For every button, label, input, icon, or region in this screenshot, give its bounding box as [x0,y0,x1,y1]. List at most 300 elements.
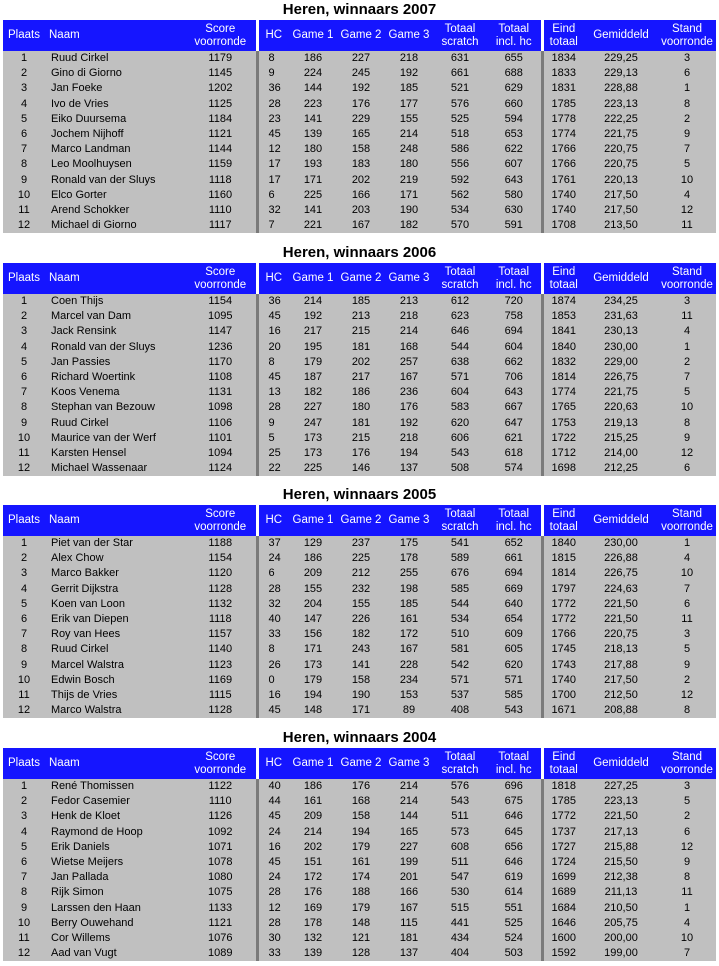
table-row [3,779,716,794]
header-label: Game 1 [292,29,334,41]
col-totaal-hc-cell: 621 [487,431,542,446]
col-game2-cell: 227 [337,51,385,66]
col-totaal-hc-cell: 694 [487,324,542,339]
col-totaal-scratch-cell: 530 [433,885,487,900]
header-label: Totaal [498,265,530,278]
table-row [3,901,716,916]
col-eind-totaal-cell: 1772 [542,809,584,824]
col-game2-cell: 174 [337,870,385,885]
col-totaal-hc-header [487,20,542,51]
col-game1-cell: 179 [289,355,337,370]
col-totaal-scratch-cell: 408 [433,703,487,718]
col-totaal-hc-cell: 661 [487,551,542,566]
col-game3-cell: 236 [385,385,433,400]
header-label: voorronde [194,278,247,291]
col-totaal-hc-cell: 655 [487,51,542,66]
col-game2-cell: 180 [337,400,385,415]
col-game3-cell: 185 [385,81,433,96]
header-label: Totaal [444,22,476,35]
col-eind-totaal-cell: 1737 [542,825,584,840]
col-totaal-hc-cell: 580 [487,188,542,203]
col-totaal-scratch-cell: 521 [433,81,487,96]
col-eind-totaal-cell: 1671 [542,703,584,718]
col-totaal-scratch-cell: 541 [433,536,487,551]
table-row [3,855,716,870]
header-label: Naam [49,272,80,284]
col-totaal-hc-cell: 574 [487,461,542,476]
col-plaats-cell: 3 [3,566,45,581]
header-label: Game 1 [292,757,334,769]
table-row [3,597,716,612]
col-totaal-scratch-header [433,505,487,536]
header-label: Game 2 [340,757,382,769]
col-hc-cell: 33 [257,946,289,961]
col-gemiddeld-cell: 226,88 [584,551,658,566]
col-game3-cell: 167 [385,901,433,916]
table-row [3,66,716,81]
col-gemiddeld-cell: 221,75 [584,385,658,400]
col-game1-cell: 141 [289,112,337,127]
col-game2-header [337,20,385,51]
header-row [3,263,716,294]
col-naam-cell: Thijs de Vries [45,688,185,703]
col-gemiddeld-cell: 230,00 [584,536,658,551]
col-stand-voorronde-cell: 1 [658,340,716,355]
table-row [3,324,716,339]
col-stand-voorronde-cell: 7 [658,582,716,597]
col-game3-cell: 255 [385,566,433,581]
col-eind-totaal-cell: 1745 [542,642,584,657]
col-totaal-scratch-cell: 586 [433,142,487,157]
col-totaal-scratch-cell: 537 [433,688,487,703]
table-row [3,885,716,900]
col-score-voorronde-cell: 1132 [185,597,257,612]
col-totaal-scratch-cell: 510 [433,627,487,642]
col-game1-cell: 186 [289,551,337,566]
col-score-voorronde-cell: 1202 [185,81,257,96]
col-hc-cell: 45 [257,370,289,385]
col-score-voorronde-cell: 1071 [185,840,257,855]
col-totaal-scratch-cell: 556 [433,157,487,172]
col-totaal-scratch-cell: 576 [433,97,487,112]
col-game1-cell: 171 [289,173,337,188]
results-table [3,748,716,961]
col-eind-totaal-cell: 1785 [542,794,584,809]
table-row [3,461,716,476]
col-game1-cell: 173 [289,431,337,446]
col-score-voorronde-header [185,748,257,779]
header-label: Gemiddeld [593,272,649,284]
col-totaal-scratch-header [433,20,487,51]
col-totaal-scratch-cell: 583 [433,400,487,415]
table-row [3,536,716,551]
col-hc-cell: 16 [257,324,289,339]
col-game2-cell: 243 [337,642,385,657]
header-label: Eind [552,265,576,278]
col-totaal-hc-cell: 675 [487,794,542,809]
header-label: Naam [49,29,80,41]
header-label: Totaal [444,265,476,278]
col-gemiddeld-cell: 229,25 [584,51,658,66]
col-game1-header [289,20,337,51]
col-totaal-hc-cell: 758 [487,309,542,324]
col-totaal-scratch-cell: 518 [433,127,487,142]
table-row [3,400,716,415]
col-plaats-cell: 2 [3,794,45,809]
col-plaats-cell: 8 [3,885,45,900]
col-naam-cell: Michael di Giorno [45,218,185,233]
table-row [3,642,716,657]
col-stand-voorronde-header [658,20,716,51]
col-naam-cell: Arend Schokker [45,203,185,218]
col-totaal-hc-cell: 543 [487,703,542,718]
col-eind-totaal-header [542,748,584,779]
col-hc-cell: 30 [257,931,289,946]
col-totaal-scratch-cell: 544 [433,597,487,612]
col-eind-totaal-cell: 1832 [542,355,584,370]
section-title: Heren, winnaars 2005 [282,486,437,503]
header-label: Eind [552,22,576,35]
header-row [3,505,716,536]
table-row [3,309,716,324]
col-game3-cell: 192 [385,66,433,81]
col-naam-cell: Coen Thijs [45,294,185,309]
col-game2-header [337,263,385,294]
col-plaats-cell: 8 [3,642,45,657]
table-row [3,551,716,566]
col-game1-cell: 186 [289,779,337,794]
table-row [3,173,716,188]
header-label: Gemiddeld [593,757,649,769]
header-label: totaal [549,278,578,291]
col-game1-cell: 148 [289,703,337,718]
col-gemiddeld-cell: 221,50 [584,597,658,612]
col-gemiddeld-cell: 208,88 [584,703,658,718]
col-gemiddeld-cell: 234,25 [584,294,658,309]
col-gemiddeld-cell: 221,50 [584,612,658,627]
col-hc-cell: 33 [257,627,289,642]
col-stand-voorronde-cell: 4 [658,551,716,566]
col-score-voorronde-cell: 1075 [185,885,257,900]
col-eind-totaal-cell: 1727 [542,840,584,855]
col-stand-voorronde-cell: 12 [658,203,716,218]
col-eind-totaal-cell: 1740 [542,188,584,203]
col-score-voorronde-cell: 1076 [185,931,257,946]
col-eind-totaal-cell: 1766 [542,627,584,642]
col-gemiddeld-cell: 210,50 [584,901,658,916]
col-hc-header [257,748,289,779]
col-totaal-hc-cell: 720 [487,294,542,309]
header-label: voorronde [661,35,713,48]
col-gemiddeld-cell: 211,13 [584,885,658,900]
col-hc-cell: 6 [257,566,289,581]
table-row [3,416,716,431]
col-gemiddeld-cell: 220,13 [584,173,658,188]
col-stand-voorronde-cell: 2 [658,673,716,688]
header-label: HC [265,272,283,284]
header-label: Plaats [8,272,40,284]
col-score-voorronde-cell: 1123 [185,658,257,673]
col-stand-voorronde-cell: 3 [658,779,716,794]
col-game1-cell: 182 [289,385,337,400]
col-naam-cell: Larssen den Haan [45,901,185,916]
col-hc-cell: 28 [257,916,289,931]
col-totaal-scratch-cell: 508 [433,461,487,476]
header-label: scratch [441,520,479,533]
col-score-voorronde-cell: 1120 [185,566,257,581]
col-score-voorronde-cell: 1147 [185,324,257,339]
col-naam-header [45,263,185,294]
col-gemiddeld-cell: 212,25 [584,461,658,476]
col-gemiddeld-header [584,20,658,51]
col-totaal-hc-cell: 605 [487,642,542,657]
table-row [3,294,716,309]
col-game2-cell: 217 [337,370,385,385]
col-totaal-scratch-cell: 515 [433,901,487,916]
header-label: Plaats [8,29,40,41]
col-hc-cell: 9 [257,66,289,81]
col-score-voorronde-cell: 1121 [185,127,257,142]
col-plaats-cell: 11 [3,203,45,218]
col-eind-totaal-cell: 1689 [542,885,584,900]
section-2007 [3,0,716,233]
col-game3-cell: 181 [385,931,433,946]
col-totaal-hc-cell: 667 [487,400,542,415]
col-stand-voorronde-cell: 6 [658,597,716,612]
col-hc-cell: 28 [257,885,289,900]
table-row [3,218,716,233]
col-gemiddeld-cell: 224,63 [584,582,658,597]
col-game2-cell: 192 [337,81,385,96]
col-totaal-scratch-cell: 547 [433,870,487,885]
col-totaal-scratch-cell: 562 [433,188,487,203]
col-naam-cell: Jan Passies [45,355,185,370]
col-totaal-scratch-cell: 631 [433,51,487,66]
col-game2-cell: 181 [337,340,385,355]
col-totaal-hc-cell: 647 [487,416,542,431]
table-row [3,825,716,840]
col-plaats-cell: 5 [3,112,45,127]
col-gemiddeld-cell: 215,25 [584,431,658,446]
col-game3-cell: 248 [385,142,433,157]
col-game1-cell: 221 [289,218,337,233]
col-totaal-scratch-cell: 620 [433,416,487,431]
col-game3-cell: 89 [385,703,433,718]
col-game1-header [289,748,337,779]
table-row [3,157,716,172]
col-hc-cell: 45 [257,855,289,870]
col-totaal-scratch-header [433,748,487,779]
col-game1-cell: 173 [289,658,337,673]
col-game2-cell: 215 [337,431,385,446]
col-naam-cell: Ruud Cirkel [45,51,185,66]
col-stand-voorronde-cell: 8 [658,97,716,112]
col-totaal-hc-cell: 654 [487,612,542,627]
table-row [3,931,716,946]
table-row [3,870,716,885]
header-label: Game 1 [292,272,334,284]
col-eind-totaal-header [542,20,584,51]
col-score-voorronde-cell: 1095 [185,309,257,324]
col-gemiddeld-cell: 220,75 [584,142,658,157]
col-plaats-cell: 7 [3,385,45,400]
col-score-voorronde-cell: 1154 [185,294,257,309]
col-hc-cell: 8 [257,355,289,370]
col-naam-cell: René Thomissen [45,779,185,794]
col-score-voorronde-cell: 1131 [185,385,257,400]
col-stand-voorronde-cell: 3 [658,51,716,66]
col-game3-cell: 214 [385,324,433,339]
col-naam-header [45,505,185,536]
table-row [3,370,716,385]
col-game3-header [385,748,433,779]
col-plaats-cell: 4 [3,97,45,112]
col-gemiddeld-cell: 229,13 [584,66,658,81]
col-stand-voorronde-cell: 4 [658,916,716,931]
col-game2-cell: 148 [337,916,385,931]
col-naam-cell: Stephan van Bezouw [45,400,185,415]
col-hc-cell: 22 [257,461,289,476]
col-eind-totaal-cell: 1712 [542,446,584,461]
col-game3-cell: 198 [385,582,433,597]
header-label: Score [205,265,236,278]
col-eind-totaal-cell: 1724 [542,855,584,870]
col-game2-cell: 146 [337,461,385,476]
col-score-voorronde-cell: 1106 [185,416,257,431]
col-score-voorronde-cell: 1160 [185,188,257,203]
col-score-voorronde-cell: 1128 [185,582,257,597]
col-stand-voorronde-cell: 12 [658,688,716,703]
col-plaats-cell: 12 [3,703,45,718]
col-totaal-hc-cell: 618 [487,446,542,461]
header-row [3,20,716,51]
col-naam-cell: Marcel Walstra [45,658,185,673]
col-totaal-hc-cell: 653 [487,127,542,142]
header-label: voorronde [661,278,713,291]
col-score-voorronde-cell: 1110 [185,203,257,218]
table-row [3,809,716,824]
col-game2-cell: 229 [337,112,385,127]
results-table [3,20,716,233]
col-plaats-cell: 10 [3,673,45,688]
col-totaal-scratch-cell: 576 [433,779,487,794]
col-plaats-cell: 5 [3,597,45,612]
col-stand-voorronde-cell: 10 [658,931,716,946]
col-naam-cell: Marco Bakker [45,566,185,581]
col-game3-cell: 176 [385,400,433,415]
col-stand-voorronde-cell: 1 [658,81,716,96]
col-eind-totaal-cell: 1840 [542,536,584,551]
header-label: incl. hc [495,35,532,48]
col-game1-cell: 139 [289,946,337,961]
col-game1-cell: 139 [289,127,337,142]
col-game1-cell: 156 [289,627,337,642]
col-naam-cell: Jan Pallada [45,870,185,885]
col-score-voorronde-cell: 1122 [185,779,257,794]
col-naam-cell: Henk de Kloet [45,809,185,824]
col-plaats-cell: 8 [3,157,45,172]
col-game2-cell: 202 [337,173,385,188]
col-plaats-cell: 10 [3,916,45,931]
col-eind-totaal-cell: 1698 [542,461,584,476]
col-stand-voorronde-cell: 1 [658,536,716,551]
col-plaats-cell: 1 [3,294,45,309]
col-totaal-hc-cell: 656 [487,840,542,855]
col-hc-cell: 16 [257,688,289,703]
col-gemiddeld-cell: 221,50 [584,809,658,824]
col-score-voorronde-cell: 1089 [185,946,257,961]
col-plaats-cell: 1 [3,779,45,794]
col-game2-cell: 188 [337,885,385,900]
table-row [3,566,716,581]
header-label: Gemiddeld [593,514,649,526]
col-naam-cell: Raymond de Hoop [45,825,185,840]
col-game1-cell: 179 [289,673,337,688]
col-plaats-cell: 6 [3,127,45,142]
col-eind-totaal-cell: 1772 [542,597,584,612]
col-totaal-scratch-cell: 543 [433,794,487,809]
col-naam-cell: Ruud Cirkel [45,642,185,657]
col-eind-totaal-cell: 1740 [542,673,584,688]
col-stand-voorronde-cell: 5 [658,642,716,657]
col-naam-cell: Wietse Meijers [45,855,185,870]
col-totaal-scratch-cell: 661 [433,66,487,81]
col-game2-cell: 176 [337,97,385,112]
col-naam-cell: Roy van Hees [45,627,185,642]
col-gemiddeld-cell: 212,50 [584,688,658,703]
col-score-voorronde-cell: 1078 [185,855,257,870]
header-label: Totaal [444,750,476,763]
col-game3-cell: 199 [385,855,433,870]
col-hc-cell: 24 [257,825,289,840]
col-game2-cell: 181 [337,416,385,431]
col-hc-cell: 7 [257,218,289,233]
col-totaal-scratch-cell: 534 [433,612,487,627]
col-totaal-hc-cell: 660 [487,97,542,112]
col-totaal-scratch-cell: 542 [433,658,487,673]
col-totaal-scratch-cell: 585 [433,582,487,597]
col-game2-cell: 166 [337,188,385,203]
col-gemiddeld-cell: 217,50 [584,673,658,688]
col-plaats-cell: 9 [3,173,45,188]
col-totaal-scratch-cell: 589 [433,551,487,566]
col-game2-cell: 213 [337,309,385,324]
col-score-voorronde-cell: 1159 [185,157,257,172]
col-naam-cell: Jochem Nijhoff [45,127,185,142]
header-label: Game 1 [292,514,334,526]
col-naam-cell: Koen van Loon [45,597,185,612]
col-gemiddeld-cell: 205,75 [584,916,658,931]
col-game1-cell: 169 [289,901,337,916]
col-plaats-header [3,505,45,536]
col-naam-cell: Rijk Simon [45,885,185,900]
col-game2-cell: 203 [337,203,385,218]
col-stand-voorronde-cell: 2 [658,809,716,824]
col-plaats-cell: 3 [3,809,45,824]
col-score-voorronde-cell: 1133 [185,901,257,916]
col-game1-cell: 223 [289,97,337,112]
col-game3-cell: 168 [385,340,433,355]
col-hc-cell: 13 [257,385,289,400]
col-eind-totaal-cell: 1774 [542,385,584,400]
col-stand-voorronde-cell: 9 [658,127,716,142]
col-game3-cell: 178 [385,551,433,566]
col-plaats-cell: 4 [3,340,45,355]
header-label: scratch [441,763,479,776]
col-eind-totaal-cell: 1831 [542,81,584,96]
col-hc-cell: 28 [257,400,289,415]
header-label: Game 3 [388,29,430,41]
